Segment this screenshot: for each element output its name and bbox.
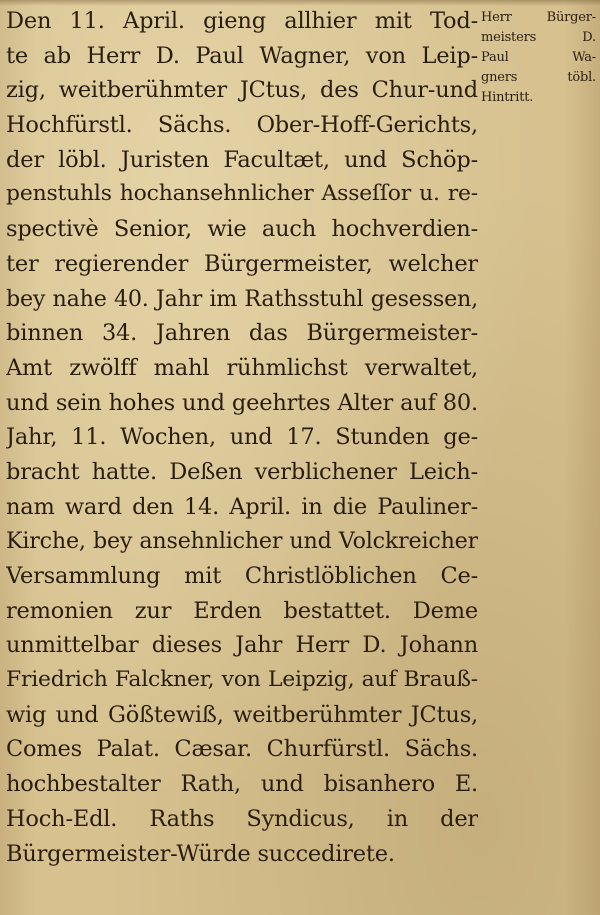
text-line: Kirche, bey ansehnlicher und Volckreicher [6, 528, 478, 555]
text-line: remonien zur Erden bestattet. Deme [6, 597, 478, 624]
text-line: Hoch-Edl. Raths Syndicus, in der [6, 805, 478, 832]
text-line: bey nahe 40. Jahr im Rathsstuhl gesessen, [6, 285, 478, 312]
text-line: hochbestalter Rath, und bisanhero E. [6, 771, 478, 798]
text-line: Den 11. April. gieng allhier mit Tod- [6, 8, 478, 34]
text-line: penstuhls hochansehnlicher Asseſſor u. re- [6, 181, 478, 207]
marginal-note-line: Hintritt. [481, 90, 534, 105]
main-text-block [6, 4, 478, 871]
text-line: Amt zwölff mahl rühmlichst verwaltet, [6, 354, 478, 381]
text-line: Friedrich Falckner, von Leipzig, auf Brauß- [6, 667, 478, 693]
text-line: Hochfürstl. Sächs. Ober-Hoff-Gerichts, [6, 112, 478, 139]
text-line: wig und Gößtewiß, weitberühmter JCtus, [6, 701, 478, 728]
text-line: und sein hohes und geehrtes Alter auf 80. [6, 389, 478, 416]
marginal-note-line: gners töbl. [481, 70, 596, 85]
text-line: Comes Palat. Cæsar. Churfürstl. Sächs. [6, 736, 478, 763]
marginal-note-line: meisters D. [481, 30, 596, 45]
text-line: bracht hatte. Deßen verblichener Leich- [6, 458, 478, 485]
text-line: der löbl. Juristen Facultæt, und Schöp- [6, 146, 478, 173]
text-line: zig, weitberühmter JCtus, des Chur-und [6, 77, 478, 104]
text-line: Bürgermeister-Würde succedirete. [6, 840, 395, 867]
text-line: spectivè Senior, wie auch hochverdien- [6, 216, 478, 243]
marginal-note [481, 8, 596, 108]
text-line: nam ward den 14. April. in die Pauliner- [6, 493, 478, 520]
text-line: binnen 34. Jahren das Bürgermeister- [6, 320, 478, 347]
marginal-note-line: Herr Bürger- [481, 10, 596, 25]
text-line: te ab Herr D. Paul Wagner, von Leip- [6, 42, 478, 69]
marginal-note-line: Paul Wa- [481, 50, 596, 65]
text-line: Versammlung mit Christlöblichen Ce- [6, 563, 478, 589]
text-line: Jahr, 11. Wochen, und 17. Stunden ge- [6, 424, 478, 451]
text-line: ter regierender Bürgermeister, welcher [6, 250, 478, 277]
text-line: unmittelbar dieses Jahr Herr D. Johann [6, 632, 478, 659]
